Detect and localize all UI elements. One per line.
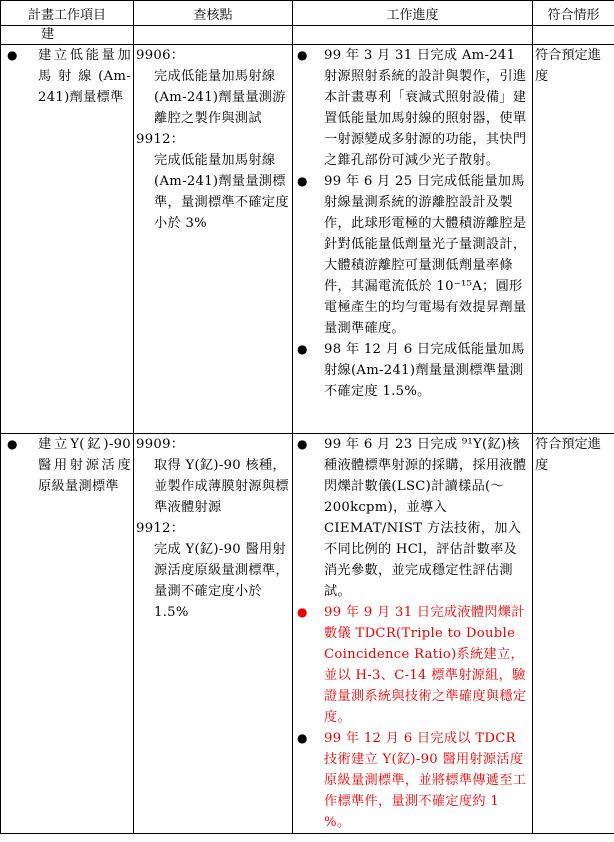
work-item: 建立低能量加馬射線(Am-241)劑量標準: [38, 48, 131, 105]
progress-item: ● 98 年 12 月 6 日完成低能量加馬射線(Am-241)劑量量測標準量測不確定度 1.5%。: [293, 339, 532, 402]
bullet-icon: ●: [297, 605, 308, 619]
work-item: 建立Y(釔)-90 醫用射源活度原級量測標準: [38, 437, 131, 494]
progress-item: ● 99 年 6 月 23 日完成 ⁹¹Y(釔)核種液體標準射源的採購，採用液體閃爍計數儀(LSC)計讀樣品(～200kcpm)，並導入CIEMAT/NIST 方法技術，加入不同比例的 HCl，評估計數率及消光參數，並完成穩定性評估測試。: [293, 434, 532, 602]
checkpoint-text: 取得 Y(釔)-90 核種，並製作成薄膜射源與標準液體射源: [154, 458, 289, 515]
conformity-status: 符合預定進度: [535, 48, 601, 84]
header-conformity: 符合情形: [533, 1, 614, 26]
table-row: [1, 434, 614, 834]
bullet-icon: ●: [297, 48, 308, 62]
bullet-icon: ●: [297, 437, 308, 451]
checkpoint-code: 9912：: [136, 132, 185, 147]
progress-item: ● 99 年 6 月 25 日完成低能量加馬射線量測系統的游離腔設計及製作，此球形電極的大體積游離腔是針對低能量低劑量光子量測設計，大體積游離腔可量測低劑量率條件，其漏電流低於 10⁻¹⁵A；圓形電極產生的均勻電場有效提昇劑量量測準確度。: [293, 171, 532, 339]
progress-item: ● 99 年 12 月 6 日完成以 TDCR技術建立 Y(釔)-90 醫用射源活度原級量測標準，並將標準傳遞至工作標準件，量測不確定度約 1 %。: [293, 728, 532, 833]
bullet-icon: ●: [297, 342, 308, 356]
checkpoint-text: 完成低能量加馬射線(Am-241)劑量量測標準，量測標準不確定度小於 3%: [154, 153, 289, 231]
checkpoint-code: 9906：: [136, 48, 185, 63]
bullet-icon: ●: [7, 437, 18, 451]
table-row: [1, 45, 614, 434]
continuation-row: [1, 26, 614, 45]
progress-item: ● 99 年 9 月 31 日完成液體閃爍計數儀 TDCR(Triple to Double Coincidence Ratio)系統建立，並以 H-3、C-14 標準射源組，驗證量測系統與技術之準確度與穩定度。: [293, 602, 532, 728]
bullet-icon: ●: [297, 731, 308, 745]
bullet-icon: ●: [7, 48, 18, 62]
header-checkpoint: 查核點: [134, 1, 293, 26]
checkpoint-text: 完成 Y(釔)-90 醫用射源活度原級量測標準，量測不確定度小於 1.5%: [154, 542, 289, 620]
continuation-text: 建: [41, 27, 55, 42]
progress-item: ● 99 年 3 月 31 日完成 Am-241 射源照射系統的設計與製作，引進本計畫專利「衰減式照射設備」建置低能量加馬射線的照射器，使單一射源變成多射源的功能，其快門之錐孔部份可減少光子散射。: [293, 45, 532, 171]
checkpoint-code: 9909：: [136, 437, 185, 452]
checkpoint-text: 完成低能量加馬射線(Am-241)劑量量測游離腔之製作與測試: [154, 69, 286, 126]
conformity-status: 符合預定進度: [535, 437, 601, 473]
checkpoint-code: 9912：: [136, 521, 185, 536]
bullet-icon: ●: [297, 174, 308, 188]
header-item: 計畫工作項目: [1, 1, 134, 26]
header-row: [1, 1, 614, 26]
header-progress: 工作進度: [293, 1, 533, 26]
